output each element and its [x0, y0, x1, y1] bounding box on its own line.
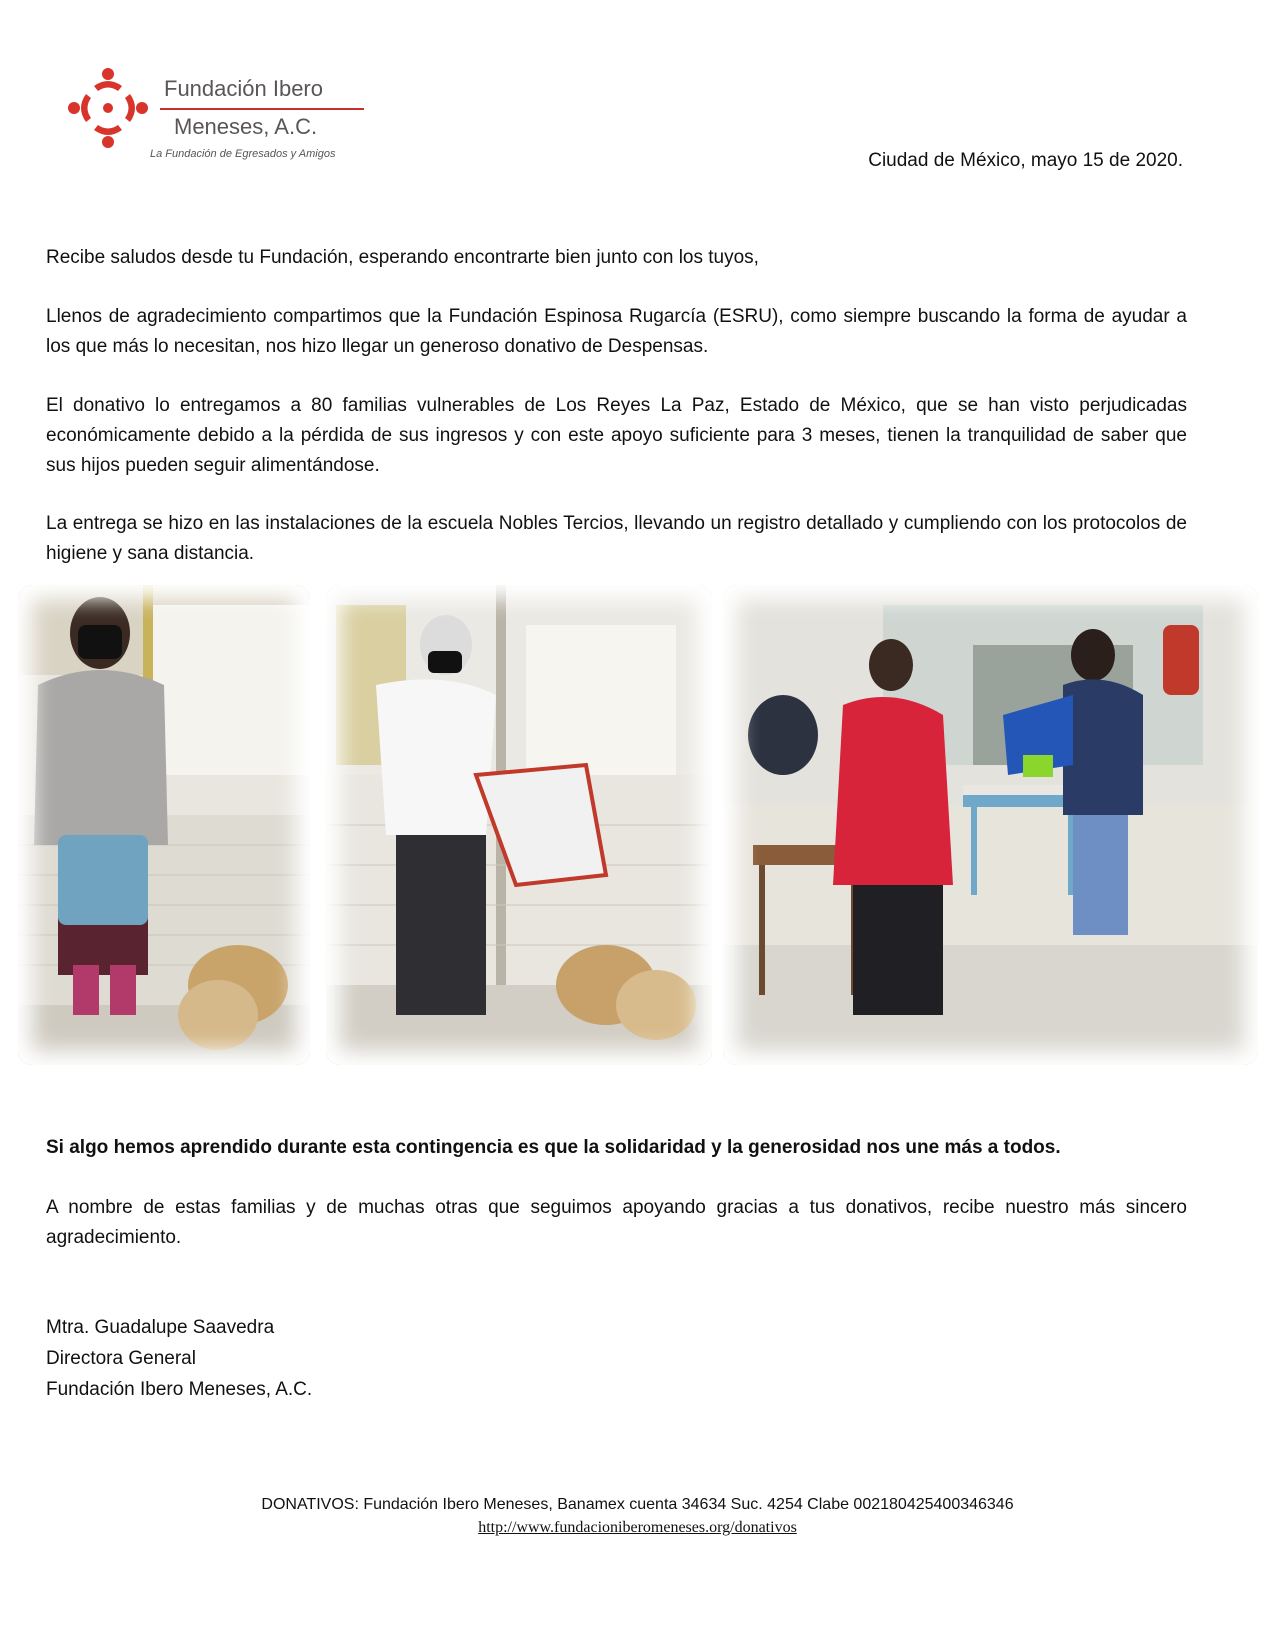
logo-divider [160, 108, 364, 110]
donation-link-wrapper [0, 1519, 1275, 1537]
logo [64, 60, 364, 170]
logo-name-line1: Fundación Ibero [164, 76, 323, 101]
photo-man-with-bag [326, 585, 712, 1065]
logo-tagline: La Fundación de Egresados y Amigos [150, 148, 336, 160]
donation-paragraph: Llenos de agradecimiento compartimos que la Fundación Espinosa Rugarcía (ESRU), como siempre buscando la forma de ayudar a los que más lo necesitan, nos hizo llegar un generoso donativo de Despensas. [46, 306, 1187, 357]
photo-woman-with-basket [18, 585, 310, 1065]
donation-info: DONATIVOS: Fundación Ibero Meneses, Banamex cuenta 34634 Suc. 4254 Clabe 002180425400346346 [261, 1496, 1014, 1513]
donation-link[interactable]: http://www.fundacioniberomeneses.org/donativos [478, 1519, 797, 1536]
signature-block [46, 1312, 312, 1405]
logo-name-line2: Meneses, A.C. [174, 114, 318, 139]
greeting-paragraph: Recibe saludos desde tu Fundación, esperando encontrarte bien junto con los tuyos, [46, 247, 759, 268]
highlight-statement: Si algo hemos aprendido durante esta contingencia es que la solidaridad y la generosidad nos une más a todos. [46, 1137, 1061, 1158]
closing-paragraph: A nombre de estas familias y de muchas otras que seguimos apoyando gracias a tus donativos, recibe nuestro más sincero agradecimiento. [46, 1197, 1187, 1248]
delivery-paragraph: La entrega se hizo en las instalaciones de la escuela Nobles Tercios, llevando un registro detallado y cumpliendo con los protocolos de higiene y sana distancia. [46, 513, 1187, 564]
families-paragraph: El donativo lo entregamos a 80 familias vulnerables de Los Reyes La Paz, Estado de México, que se han visto perjudicadas económicamente debido a la pérdida de sus ingresos y con este apoyo suficiente para 3 meses, tienen la tranquilidad de saber que sus hijos pueden seguir alimentándose. [46, 395, 1187, 476]
photo-gallery [18, 585, 1258, 1065]
photo-registration-table [723, 585, 1258, 1065]
signatory-organization: Fundación Ibero Meneses, A.C. [46, 1379, 313, 1400]
signatory-name: Mtra. Guadalupe Saavedra [46, 1317, 275, 1338]
signatory-title: Directora General [46, 1348, 196, 1369]
foundation-logo-icon [64, 64, 152, 152]
letter-date: Ciudad de México, mayo 15 de 2020. [868, 150, 1183, 171]
